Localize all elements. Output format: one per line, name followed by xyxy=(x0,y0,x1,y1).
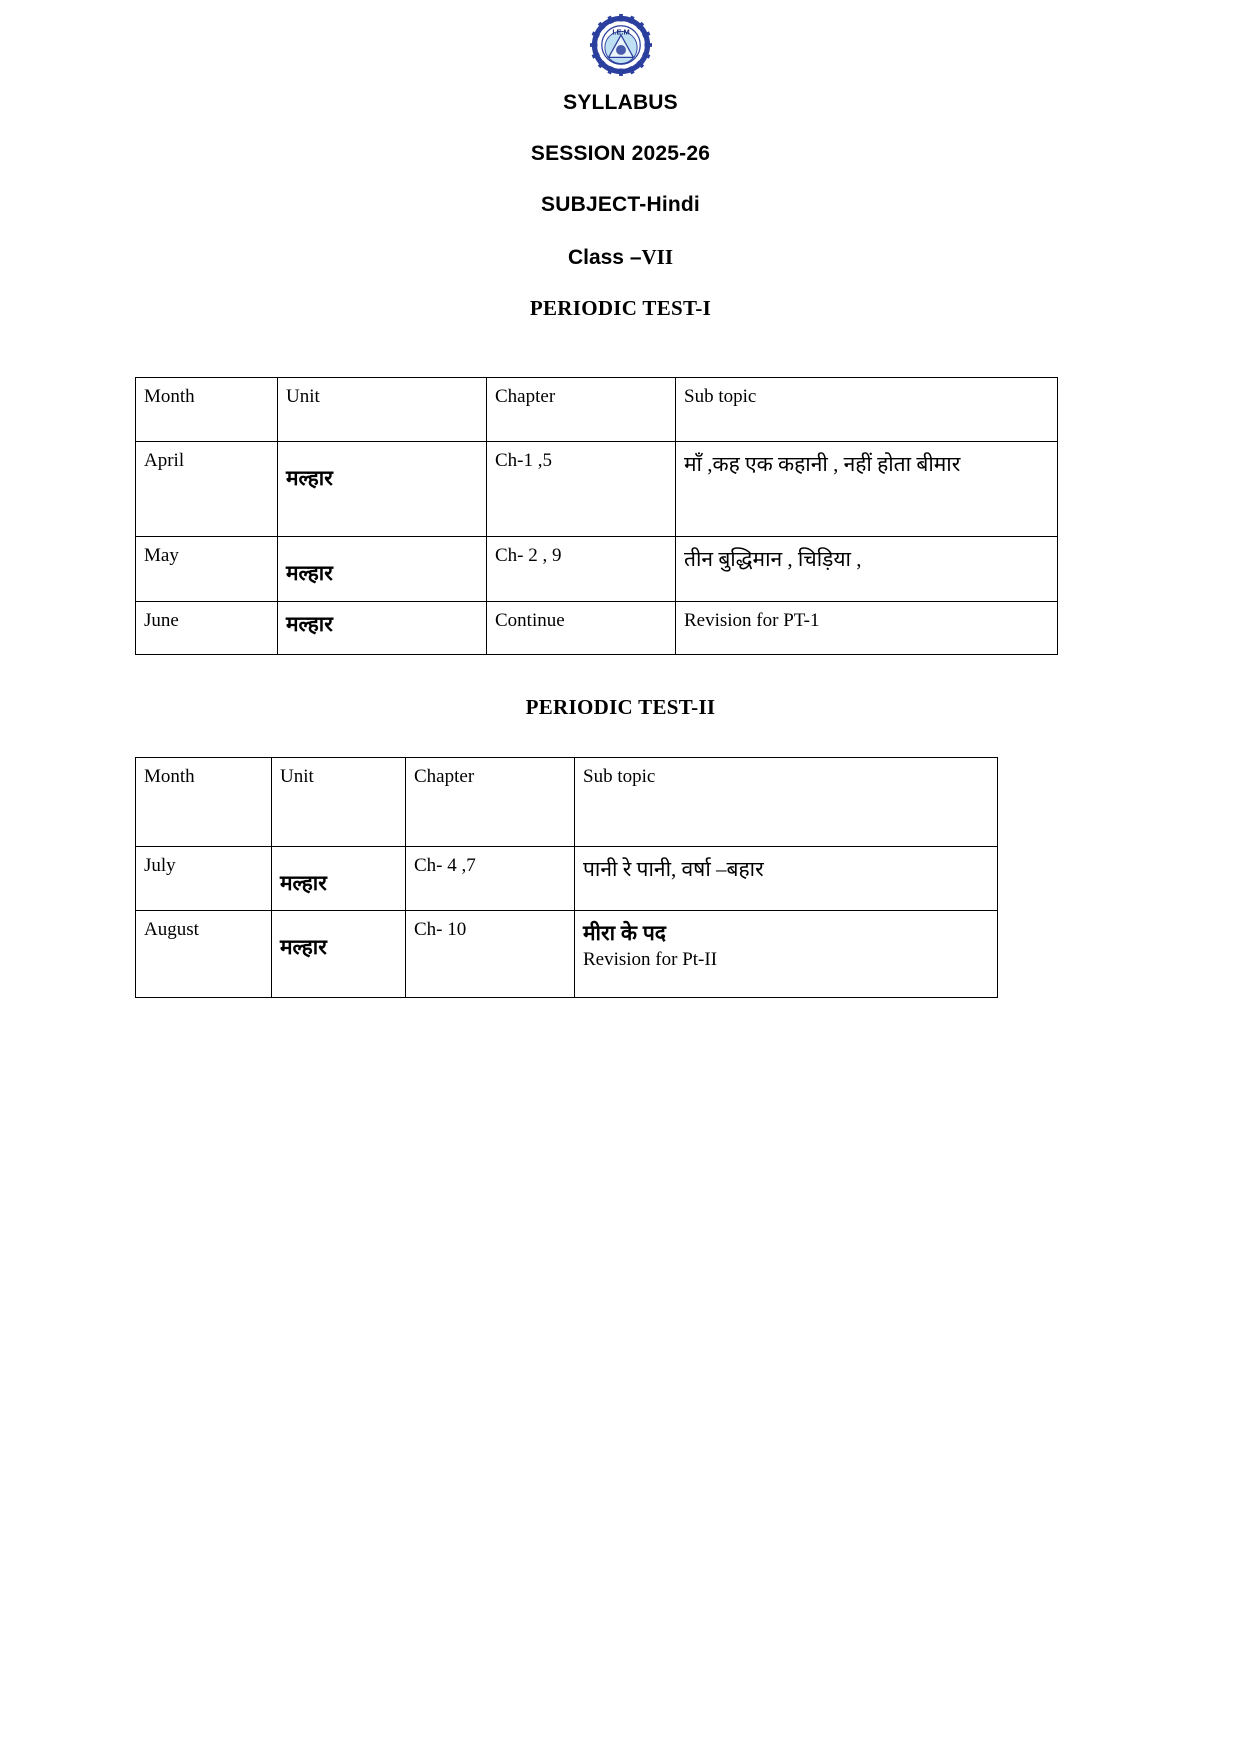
page-title-subject: SUBJECT-Hindi xyxy=(541,193,700,216)
cell-unit xyxy=(272,911,406,998)
cell-subtopic: पानी रे पानी, वर्षा –बहार xyxy=(575,847,998,911)
cell-subtopic-revision: Revision for Pt-II xyxy=(583,949,718,970)
title-block xyxy=(0,92,1241,321)
column-header-chapter: Chapter xyxy=(406,758,575,847)
cell-unit-text: मल्हार xyxy=(286,467,333,490)
section-heading-pt2: PERIODIC TEST-II xyxy=(525,695,716,719)
section-heading-pt1: PERIODIC TEST-I xyxy=(529,296,712,320)
cell-unit-text: मल्हार xyxy=(280,936,327,959)
cell-unit-text: मल्हार xyxy=(280,872,327,895)
logo-container xyxy=(0,0,1241,76)
cell-unit xyxy=(272,847,406,911)
table-row xyxy=(136,602,1058,655)
cell-subtopic xyxy=(575,911,998,998)
svg-text:I.E.M: I.E.M xyxy=(611,27,630,37)
column-header-unit: Unit xyxy=(272,758,406,847)
cell-unit xyxy=(278,602,487,655)
page-title-session: SESSION 2025-26 xyxy=(530,142,711,165)
table-row xyxy=(136,442,1058,537)
cell-subtopic: Revision for PT-1 xyxy=(676,602,1058,655)
class-label: Class – xyxy=(567,246,642,269)
syllabus-table-pt1 xyxy=(135,377,1058,655)
class-roman-numeral: VII xyxy=(641,245,674,269)
cell-month: August xyxy=(136,911,272,998)
table-pt2-container xyxy=(135,757,998,998)
cell-subtopic: तीन बुद्धिमान , चिड़िया , xyxy=(676,537,1058,602)
table-row xyxy=(136,847,998,911)
cell-subtopic: माँ ,कह एक कहानी , नहीं होता बीमार xyxy=(676,442,1058,537)
column-header-month: Month xyxy=(136,378,278,442)
column-header-month: Month xyxy=(136,758,272,847)
school-crest-icon xyxy=(590,14,652,76)
cell-month: April xyxy=(136,442,278,537)
page-title-syllabus: SYLLABUS xyxy=(563,91,678,114)
cell-chapter: Ch- 2 , 9 xyxy=(487,537,676,602)
cell-month: May xyxy=(136,537,278,602)
page-title-class xyxy=(0,245,1241,270)
cell-chapter: Ch- 10 xyxy=(406,911,575,998)
cell-unit-text: मल्हार xyxy=(286,613,333,636)
cell-month: June xyxy=(136,602,278,655)
column-header-unit: Unit xyxy=(278,378,487,442)
cell-unit-text: मल्हार xyxy=(286,562,333,585)
cell-chapter: Ch- 4 ,7 xyxy=(406,847,575,911)
syllabus-table-pt2 xyxy=(135,757,998,998)
table-pt1-container xyxy=(135,377,1058,655)
column-header-subtopic: Sub topic xyxy=(575,758,998,847)
table-row xyxy=(136,911,998,998)
section-heading-pt2-container xyxy=(0,695,1241,720)
cell-subtopic-text: मीरा के पद xyxy=(583,922,666,945)
table-row xyxy=(136,537,1058,602)
cell-unit xyxy=(278,442,487,537)
column-header-chapter: Chapter xyxy=(487,378,676,442)
cell-month: July xyxy=(136,847,272,911)
column-header-subtopic: Sub topic xyxy=(676,378,1058,442)
table-header-row xyxy=(136,758,998,847)
cell-chapter: Ch-1 ,5 xyxy=(487,442,676,537)
table-header-row xyxy=(136,378,1058,442)
cell-chapter: Continue xyxy=(487,602,676,655)
cell-unit xyxy=(278,537,487,602)
